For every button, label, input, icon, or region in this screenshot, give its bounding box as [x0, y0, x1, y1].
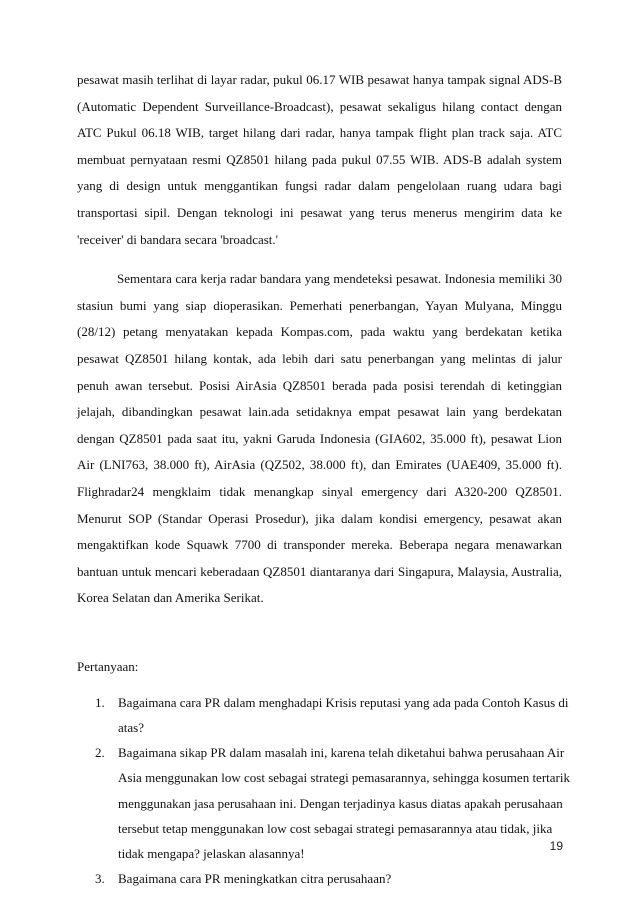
questions-heading: Pertanyaan:: [77, 658, 139, 674]
question-number: 2.: [95, 745, 105, 761]
question-number: 3.: [95, 871, 105, 887]
question-item-3: [77, 866, 573, 891]
question-item-2: [77, 740, 573, 866]
page-number: 19: [549, 839, 563, 853]
question-item-1: [77, 690, 573, 740]
question-number: 1.: [95, 694, 105, 710]
page-content: [77, 67, 570, 892]
questions-list: [77, 690, 570, 892]
question-text: Bagaimana cara PR meningkatkan citra perusahaan?: [118, 871, 392, 887]
body-paragraph-2: Sementara cara kerja radar bandara yang mendeteksi pesawat. Indonesia memiliki 30 stasiun bumi yang siap dioperasikan. Pemerhati penerbangan, Yayan Mulyana, Minggu (28/12) petang menyatakan kepada Kompas.com, pada waktu yang berdekatan ketika pesawat QZ8501 hilang kontak, ada lebih dari satu penerbangan yang melintas di jalur penuh awan tersebut. Posisi AirAsia QZ8501 berada pada posisi terendah di ketinggian jelajah, dibandingkan pesawat lain.ada setidaknya empat pesawat lain yang berdekatan dengan QZ8501 pada saat itu, yakni Garuda Indonesia (GIA602, 35.000 ft), pesawat Lion Air (LNI763, 38.000 ft), AirAsia (QZ502, 38.000 ft), dan Emirates (UAE409, 35.000 ft). Flighradar24 mengklaim tidak menangkap sinyal emergency dari A320-200 QZ8501. Menurut SOP (Standar Operasi Prosedur), jika dalam kondisi emergency, pesawat akan mengaktifkan kode Squawk 7700 di transponder mereka. Beberapa negara menawarkan bantuan untuk mencari keberadaan QZ8501 diantaranya dari Singapura, Malaysia, Australia, Korea Selatan dan Amerika Serikat.: [77, 271, 562, 606]
question-text: Bagaimana cara PR dalam menghadapi Krisis reputasi yang ada pada Contoh Kasus di atas?: [118, 694, 569, 736]
question-text: Bagaimana sikap PR dalam masalah ini, karena telah diketahui bahwa perusahaan Air Asia menggunakan low cost sebagai strategi pemasarannya, sehingga kosumen tertarik menggunakan jasa perusahaan ini. Dengan terjadinya kasus diatas apakah perusahaan tersebut tetap menggunakan low cost sebagai strategi pemasarannya atau tidak, jika tidak mengapa? jelaskan alasannya!: [118, 745, 570, 862]
body-paragraph-1: pesawat masih terlihat di layar radar, pukul 06.17 WIB pesawat hanya tampak signal ADS-B (Automatic Dependent Surveillance-Broadcast), pesawat sekaligus hilang contact dengan ATC Pukul 06.18 WIB, target hilang dari radar, hanya tampak flight plan track saja. ATC membuat pernyataan resmi QZ8501 hilang pada pukul 07.55 WIB. ADS-B adalah system yang di design untuk menggantikan fungsi radar dalam pengelolaan ruang udara bagi transportasi sipil. Dengan teknologi ini pesawat yang terus menerus mengirim data ke 'receiver' di bandara secara 'broadcast.': [77, 72, 562, 247]
